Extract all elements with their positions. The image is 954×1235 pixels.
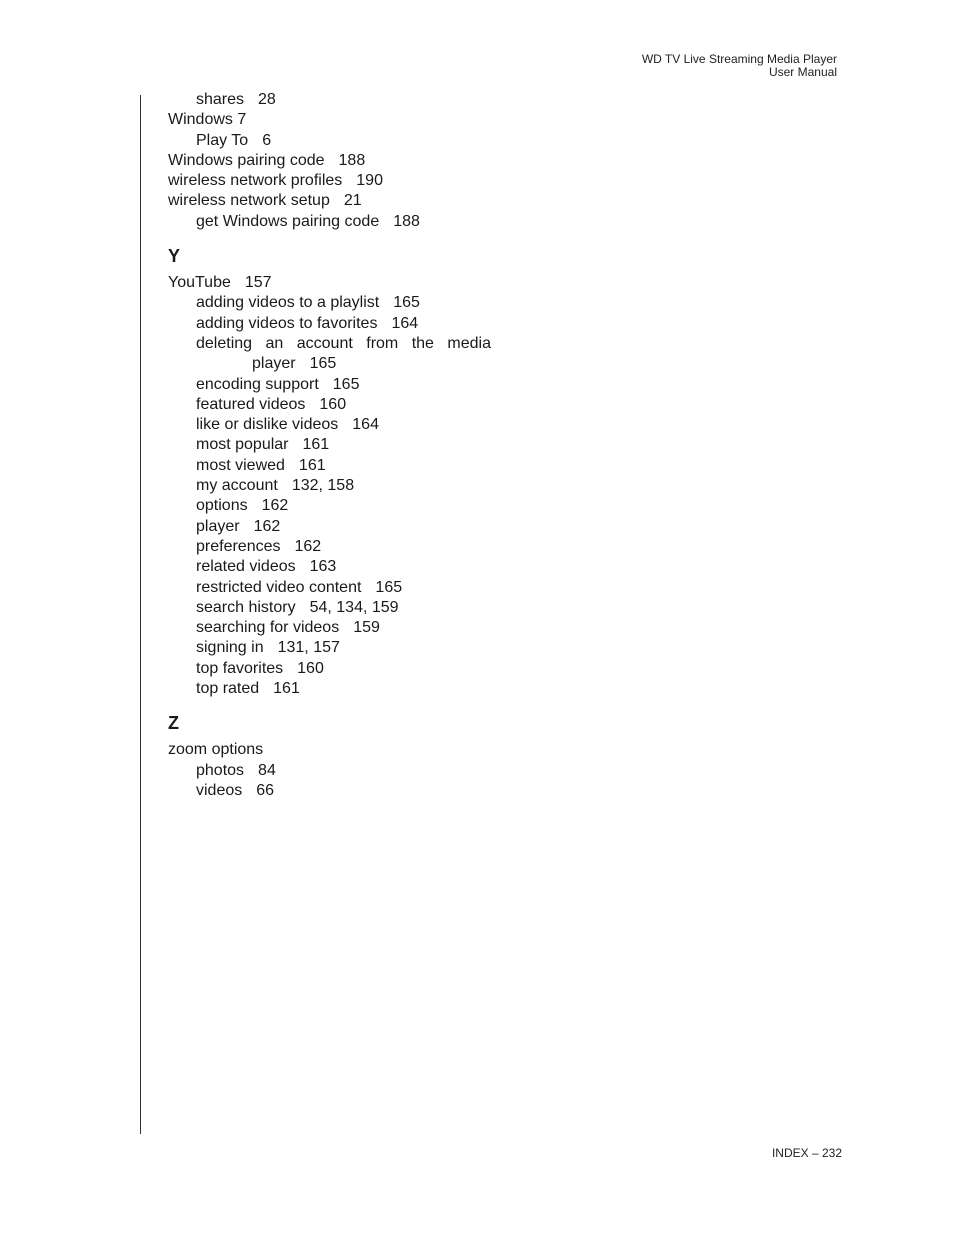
entry-pages[interactable]: 162 (253, 517, 281, 535)
entry-pages[interactable]: 6 (262, 131, 272, 149)
entry-term: Windows pairing code (168, 151, 325, 169)
entry-pages[interactable]: 66 (256, 781, 275, 799)
entry-term: top favorites (196, 659, 284, 677)
entry-pages[interactable]: 190 (356, 172, 383, 190)
entry-term: like or dislike videos (196, 416, 339, 434)
entry-term: restricted video content (196, 578, 362, 596)
entry-term: shares (196, 91, 245, 108)
index-entry (168, 212, 498, 232)
entry-pages[interactable]: 188 (338, 151, 366, 169)
manual-subtitle: User Manual (768, 65, 837, 79)
index-entry (168, 761, 498, 781)
entry-term: searching for videos (196, 619, 340, 637)
section-letter-z: Z (168, 713, 179, 734)
index-entry (168, 659, 498, 679)
entry-pages[interactable]: 131, 157 (277, 639, 340, 657)
index-entry (168, 476, 498, 496)
index-entry (168, 517, 498, 537)
index-entry (168, 638, 498, 658)
index-entry (168, 131, 498, 151)
index-entry (168, 273, 498, 293)
index-entry (168, 110, 498, 130)
entry-term: related videos (196, 558, 296, 576)
entry-pages[interactable]: 164 (391, 314, 419, 332)
entry-pages[interactable]: 54, 134, 159 (309, 598, 399, 616)
section-letter-y: Y (168, 246, 181, 267)
entry-pages[interactable]: 132, 158 (291, 477, 355, 495)
index-entry (168, 415, 498, 435)
entry-term: signing in (196, 639, 264, 657)
entry-term-line2: player 165 (252, 355, 337, 373)
entry-term: wireless network setup (168, 192, 330, 210)
margin-rule (140, 95, 141, 1134)
entry-pages[interactable]: 160 (297, 659, 324, 677)
index-entry (168, 395, 498, 415)
index-entry-wrapped (168, 334, 498, 375)
entry-pages[interactable]: 84 (258, 761, 276, 779)
index-entry (168, 90, 498, 110)
entry-term: featured videos (196, 395, 306, 413)
index-entry (168, 740, 498, 760)
entry-term: photos (196, 761, 245, 779)
entry-term: encoding support (196, 375, 319, 393)
index-entry (168, 537, 498, 557)
index-entry (168, 314, 498, 334)
entry-term: search history (196, 598, 296, 616)
entry-pages[interactable]: 161 (302, 436, 330, 454)
entry-term: adding videos to a playlist (196, 294, 380, 312)
entry-term: videos (196, 781, 243, 799)
entry-term: Windows 7 (168, 111, 247, 129)
entry-term: top rated (196, 680, 260, 698)
entry-term: most viewed (196, 456, 285, 474)
entry-term: most popular (196, 436, 289, 454)
index-entry (168, 557, 498, 577)
index-entry (168, 375, 498, 395)
entry-term: wireless network profiles (168, 172, 343, 190)
entry-pages[interactable]: 162 (294, 537, 322, 555)
entry-pages[interactable]: 157 (244, 274, 272, 292)
entry-term: YouTube (168, 274, 231, 292)
index-entry (168, 191, 498, 211)
index-entry (168, 171, 498, 191)
index-entry (168, 456, 498, 476)
index-column (168, 90, 498, 801)
index-entry (168, 435, 498, 455)
entry-pages[interactable]: 165 (375, 578, 403, 596)
entry-term: Play To (196, 131, 249, 149)
entry-term: my account (196, 477, 278, 495)
entry-term: player (196, 517, 240, 535)
index-entry (168, 293, 498, 313)
manual-title: WD TV Live Streaming Media Player (641, 52, 837, 66)
page-footer: INDEX – 232 (771, 1146, 842, 1160)
index-entry (168, 679, 498, 699)
entry-pages[interactable]: 28 (258, 91, 276, 108)
entry-pages[interactable]: 161 (298, 456, 326, 474)
entry-pages[interactable]: 188 (393, 212, 420, 230)
entry-pages[interactable]: 21 (343, 192, 362, 210)
entry-term: preferences (196, 537, 281, 555)
entry-pages[interactable]: 163 (309, 558, 337, 576)
index-entry (168, 618, 498, 638)
index-entry (168, 496, 498, 516)
entry-pages[interactable]: 160 (319, 395, 347, 413)
entry-term-line1: deleting an account from the media (196, 334, 491, 352)
entry-pages[interactable]: 162 (261, 497, 289, 515)
entry-term: get Windows pairing code (196, 212, 380, 230)
index-entry (168, 151, 498, 171)
entry-pages[interactable]: 165 (309, 355, 337, 373)
page-header (642, 53, 837, 79)
entry-term: zoom options (168, 741, 264, 759)
entry-pages[interactable]: 164 (352, 416, 379, 434)
entry-pages[interactable]: 159 (353, 619, 380, 637)
entry-pages[interactable]: 165 (332, 375, 360, 393)
index-entry (168, 598, 498, 618)
entry-term: options (196, 497, 248, 515)
index-entry (168, 781, 498, 801)
entry-term: adding videos to favorites (196, 314, 378, 332)
index-entry (168, 578, 498, 598)
entry-pages[interactable]: 165 (393, 294, 420, 312)
entry-pages[interactable]: 161 (273, 680, 300, 698)
